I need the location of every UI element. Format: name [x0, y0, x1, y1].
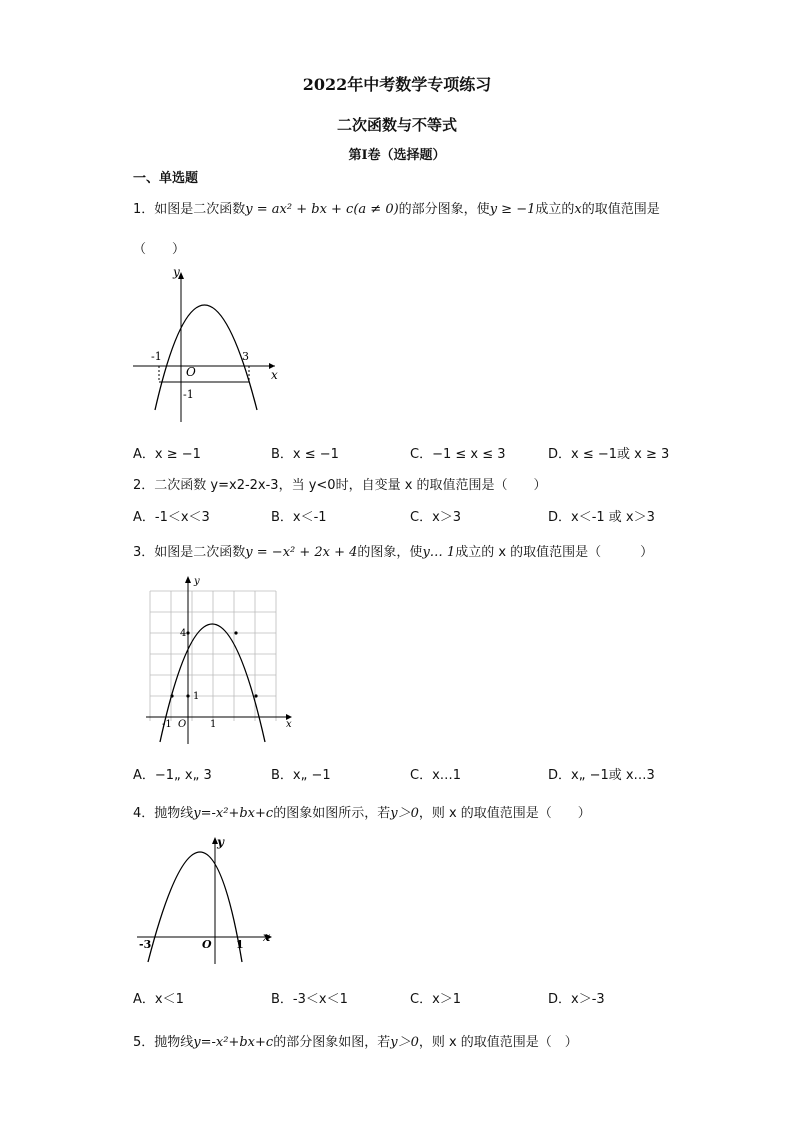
q4-parabola-graph: [135, 832, 280, 970]
question-formula: y = −x² + 2x + 4: [245, 545, 358, 560]
x-label: x: [286, 719, 292, 730]
question-text: ，则 x 的取值范围是（ ）: [418, 1035, 578, 1050]
option-c[interactable]: C．x…1: [410, 768, 462, 783]
tick-label-one-x: 1: [210, 719, 217, 730]
question-text: 如图是二次函数: [154, 202, 246, 217]
question-text: 成立的: [535, 202, 575, 217]
question-variable: x: [574, 202, 582, 217]
option-d[interactable]: D．x ≤ −1或 x ≥ 3: [548, 447, 670, 462]
option-a[interactable]: A．−1„ x„ 3: [133, 768, 212, 783]
q3-grid-graph: [146, 574, 296, 746]
point-marker: [170, 694, 173, 697]
parabola-curve: [148, 852, 242, 962]
question-number: 2．: [133, 478, 155, 493]
question-text: 如图是二次函数: [154, 545, 246, 560]
x-label: x: [263, 930, 271, 944]
answer-paren: （ ）: [133, 242, 186, 257]
point-marker: [186, 631, 189, 634]
origin-label: O: [186, 365, 196, 379]
option-b[interactable]: B．-3＜x＜1: [271, 992, 348, 1007]
y-axis-arrow: [185, 576, 191, 583]
question-formula: y=-x²+bx+c: [193, 806, 274, 821]
question-text: 成立的 x 的取值范围是（ ）: [455, 545, 654, 560]
volume-label: 第Ⅰ卷（选择题）: [348, 148, 446, 163]
grid-lines: [150, 591, 276, 721]
tick-label-right: 3: [242, 350, 249, 363]
y-label: y: [217, 835, 224, 849]
section-label: 一、单选题: [133, 171, 199, 186]
tick-label-one-y: 1: [193, 691, 200, 702]
question-1: [133, 198, 660, 217]
option-c[interactable]: C．−1 ≤ x ≤ 3: [410, 447, 506, 462]
question-text: 的部分图象如图，若: [273, 1035, 391, 1050]
question-formula: y=-x²+bx+c: [193, 1035, 274, 1050]
option-c[interactable]: C．x＞1: [410, 992, 462, 1007]
point-marker: [234, 631, 237, 634]
point-marker: [254, 694, 257, 697]
tick-label-four: 4: [180, 628, 187, 639]
tick-label-left: -1: [151, 350, 162, 363]
q1-parabola-graph: [125, 262, 290, 432]
question-text: 的图象，使: [357, 545, 423, 560]
question-number: 5．: [133, 1035, 155, 1050]
page-subtitle: 二次函数与不等式: [336, 116, 457, 134]
option-d[interactable]: D．x＞-3: [548, 992, 605, 1007]
option-b[interactable]: B．x„ −1: [271, 768, 331, 783]
question-formula: y = ax² + bx + c(a ≠ 0): [245, 202, 399, 217]
tick-label-left: -3: [139, 938, 152, 951]
option-d[interactable]: D．x＜-1 或 x＞3: [548, 510, 655, 525]
tick-label-low: -1: [183, 388, 194, 401]
question-number: 1．: [133, 202, 155, 217]
question-text: 抛物线: [154, 806, 194, 821]
question-text: 二次函数 y=x2-2x-3，当 y<0时，自变量 x 的取值范围是（ ）: [154, 478, 547, 493]
question-condition: y＞0: [390, 806, 419, 821]
question-condition: y ≥ −1: [489, 202, 536, 217]
option-d[interactable]: D．x„ −1或 x…3: [548, 768, 655, 783]
x-label: x: [271, 368, 278, 382]
option-c[interactable]: C．x＞3: [410, 510, 462, 525]
option-a[interactable]: A．x＜1: [133, 992, 184, 1007]
question-condition: y… 1: [422, 545, 456, 560]
y-label: y: [173, 265, 180, 279]
question-2: [133, 474, 547, 493]
origin-label: O: [202, 938, 212, 951]
question-3: [133, 541, 653, 560]
origin-label: O: [178, 719, 187, 730]
question-text: 的取值范围是: [581, 202, 660, 217]
question-number: 3．: [133, 545, 155, 560]
tick-label-right: 1: [236, 938, 244, 951]
option-b[interactable]: B．x ≤ −1: [271, 447, 339, 462]
question-condition: y＞0: [390, 1035, 419, 1050]
tick-label-minus-one: -1: [162, 719, 172, 730]
question-text: 的部分图象，使: [398, 202, 490, 217]
question-text: ，则 x 的取值范围是（ ）: [418, 806, 591, 821]
question-text: 的图象如图所示，若: [273, 806, 391, 821]
question-5: [133, 1031, 578, 1050]
question-text: 抛物线: [154, 1035, 194, 1050]
question-number: 4．: [133, 806, 155, 821]
question-4: [133, 802, 591, 821]
y-label: y: [194, 576, 200, 587]
option-a[interactable]: A．-1＜x＜3: [133, 510, 210, 525]
option-a[interactable]: A．x ≥ −1: [133, 447, 201, 462]
option-b[interactable]: B．x＜-1: [271, 510, 327, 525]
page-title: 2022年中考数学专项练习: [302, 75, 492, 94]
point-marker: [186, 694, 189, 697]
